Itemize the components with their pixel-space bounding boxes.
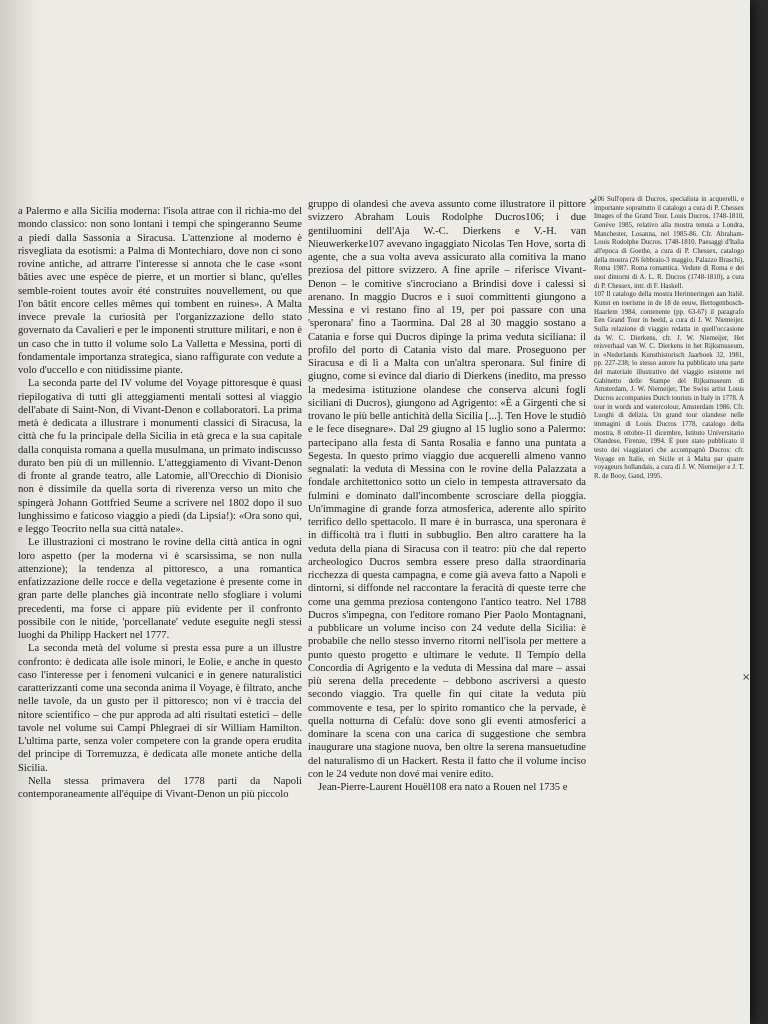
- paragraph: Jean-Pierre-Laurent Houël108 era nato a Rouen nel 1735 e: [318, 782, 568, 793]
- paragraph: La seconda metà del volume si presta essa pure a un illustre confronto: è dedicata alle isole minori, le Eolie, e anche in questo caso l'interesse per i fenomeni vulcanici e in genere naturalistici caratterizzanti come una seconda anima il Voyage, è filtrato, anche nelle tavole, da un gusto per il pittoresco; non vi è traccia del nitore scientifico – che pur approda ad alti risultati estetici – delle tavole nel volume sui Campi Phlegraei di sir William Hamilton. L'ultima parte, senza voler competere con la grande opera erudita del principe di Torremuzza, è dedicata alle monete antiche della Sicilia.: [18, 643, 302, 774]
- paragraph: a Palermo e alla Sicilia moderna: l'isola attrae con il richia-mo del mondo classico: non sono lontani i tempi che spingeranno Seume a piedi dalla Sassonia a Siracusa. L'attenzione al moderno è risvegliata da esotismi: a Palma di Montechiaro, dove non ci sono rovine antiche, ad attrarre l'interesse si annota che le case «sont bâties avec une espèce de pierre, et un mortier si blanc, qu'elles semble-roient toutes avoir été construites nouvellement, ou que l'on bâtit encore celles mêmes qui tombent en ruines». A Malta invece prevale la curiosità per l'organizzazione dello stato governato da Cavalieri e per le imponenti strutture militari, e non è un caso che in tutto il volume solo La Valletta e Messina, porti di fondamentale importanza strategica, siano raffigurate con vedute a volo d'uccello e con nitidissime piante.: [18, 206, 302, 376]
- pencil-mark: ×: [589, 197, 597, 207]
- paragraph: La seconda parte del IV volume del Voyage pittoresque è quasi riepilogativa di tutti gli atteggiamenti mentali sottesi al viaggio dell'abate di Saint-Non, di Vivant-Denon e collaboratori. La prima metà è dedicata a illustrare i monumenti classici di Siracusa, la città che fu la principale della Sicilia in età greca e la sua capitale dalla conquista romana a quella musulmana, un primato indiscusso durato ben più di un millennio. L'atteggiamento di Vivant-Denon di fronte al grande teatro, alle Latomie, all'Orecchio di Dionisio non è dissimile da quella sorta di riverenza verso un mito che spingerà Johann Gottfried Seume a scrivere nel 1802 dopo il suo lunghissimo e faticoso viaggio a piedi (da Lipsia!): «Ora sono qui, e leggo Teocrito nella sua città natale».: [18, 378, 302, 535]
- footnote-107: 107 Il catalogo della mostra Herinneringen aan Italië. Kunst en toerisme in de 18 de eeuw, Hertogenbosch-Haarlem 1984, contenente (pp. 63-67) il paragrafo Een Grand Tour in beeld, a cura di J. W. Niemeijer. Sulla relazione di viaggio redatta in quell'occasione da W. C. Dierkens, cfr. J. W. Niemeijer, Het reisverhaal van W. C. Dierkens in het Rijksmuseum, in «Nederlands Kunsthistorisch Jaarboek 32, 1981, pp. 227-238; lo stesso autore ha pubblicato una parte del materiale illustrativo del viaggio esistente nel Gabinetto delle Stampe del Rijksmuseum di Amsterdam, J. W. Niemeijer, The Swiss artist Louis Ducros accompanies Dutch tourists in Italy in 1778. A tour in words and watercolour, Amsterdam 1986. Cfr. Luoghi di delizia. Un grand tour olandese nelle immagini di Louis Ducros 1778, catalogo della mostra, 8 ottobre-11 dicembre, Istituto Universitario Olandese, Firenze, 1994. È pure stato pubblicato il testo dei viaggiatori che accompagnò Ducros: cfr. Voyage en Italie, en Sicile et à Malta par quatre voyageurs hollandais, a cura di J. W. Niemeijer e J. T. R. de Booy, Gand, 1995.: [594, 291, 744, 480]
- main-text-column-right: [308, 198, 586, 794]
- paragraph: gruppo di olandesi che aveva assunto come illustratore il pittore svizzero Abraham Louis Rodolphe Ducros106; i due gentiluomini dell'Aja W.-C. Dierkens e V.-H. van Nieuwerkerke107 avevano ingaggiato Nicolas Ten Hove, sorta di agente, che a sua volta aveva assicurato alla comitiva la mano preziosa del pittore svizzero. A fine aprile – riferisce Vivant-Denon – le comitive s'incrociano a Brindisi dove i calessi si arenano. In maggio Ducros e i suoi committenti giungono a Messina e vi restano fino al 19, per poi passare con una 'speronara' fino a Taormina. Dal 28 al 30 maggio sostano a Catania e forse qui Ducros dipinge la prima veduta siciliana: il profilo del porto di Catania visto dal mare. Proseguono per Siracusa e di lì a Malta con un'altra speronara. Sul finire di giugno, come si evince dal diario di Dierkens (inedito, ma presso la medesima istituzione olandese che conserva alcuni fogli siciliani di Ducros), giungono ad Agrigento: «È a Girgenti che si trovano le più belle antichità della Sicilia [...]. Ten Hove le studiò e le fece disegnare». Dal 29 giugno al 15 luglio sono a Palermo: partecipano alla festa di Santa Rosalia e fanno una puntata a Segesta. In questo primo viaggio due acquerelli almeno vanno segnalati: la veduta di Messina con le rovine della Palazzata a fondale architettonico sotto un cielo in tempesta attraversato da fulmini e dominato dall'incombente scrosciare della pioggia. Un'immagine di grande forza atmosferica, aderente allo spirito terrifico dello spettacolo. Il mare è in burrasca, una speronara è in difficoltà tra i flutti in subbuglio. Ben altro carattere ha la veduta della piana di Siracusa con il teatro: più che dal reperto archeologico Ducros sembra essere preso dalla straordinaria ricchezza di questa campagna, e come già aveva fatto a Napoli e dintorni, si diffonde nel raccontare la feracità di queste terre che come una gemma preziosa contengono l'antico teatro. Nel 1788 Ducros s'impegna, con l'editore romano Pier Paolo Montagnani, a pubblicare un volume inciso con 24 vedute della Sicilia: è probabile che nello stesso inverno ritorni nell'isola per mettere a punto questo progetto e ultimare le vedute. Il Tempio della Concordia di Agrigento e la veduta di Messina dal mare – assai più serena della precedente – debbono ascriversi a questo secondo viaggio. Tra quelle fin qui citate la veduta più commovente e tesa, per lo spirito romantico che la pervade, è quella notturna di Cefalù: dove sono gli eventi atmosferici a dominare la scena con una carica di suggestione che sembra inaugurare una stagione nuova, ben oltre la serena mansuetudine del naturalismo di un Hackert. Resta il fatto che il volume inciso con le 24 vedute non dové mai venire edito.: [308, 199, 586, 780]
- paragraph: Nella stessa primavera del 1778 parti da Napoli contemporaneamente all'équipe di Vivant-Denon un più piccolo: [18, 775, 302, 800]
- footnote-106: 106 Sull'opera di Ducros, specialista in acquerelli, e importante soprattutto il catalogo a cura di P. Chessex Images of the Grand Tour. Louis Ducros, 1748-1810, Genève 1985, relativo alla mostra tenuta a Londra, Manchester, Losanna, nel 1985-86. Cfr. Abraham-Louis Rodolphe Ducros. 1748-1810. Paesaggi d'Italia all'epoca di Goethe, a cura di P. Chessex, catalogo della mostra (26 febbraio-3 maggio, Palazzo Braschi), Roma 1987. Roma romantica. Vedute di Roma e dei suoi dintorni di A. L. R. Ducros (1748-1810), a cura di P. Chessex, intr. di F. Haskell.: [594, 196, 744, 290]
- pencil-mark: ×: [742, 672, 751, 683]
- footnotes-column: [594, 196, 744, 482]
- paragraph: Le illustrazioni ci mostrano le rovine della città antica in ogni loro aspetto (per la moderna vi è scarsissima, se non nulla attenzione); la tendenza al pittoresco, a una romantica enfatizzazione delle rocce e della vegetazione è presente come in gran parte delle planches già incontrate nello sfogliare i volumi precedenti, ma forse ci appare più evidente per il confronto possibile con le nitide, 'porcellanate' vedute eseguite negli stessi luoghi da Philipp Hackert nel 1777.: [18, 537, 302, 641]
- main-text-column-left: [18, 205, 302, 801]
